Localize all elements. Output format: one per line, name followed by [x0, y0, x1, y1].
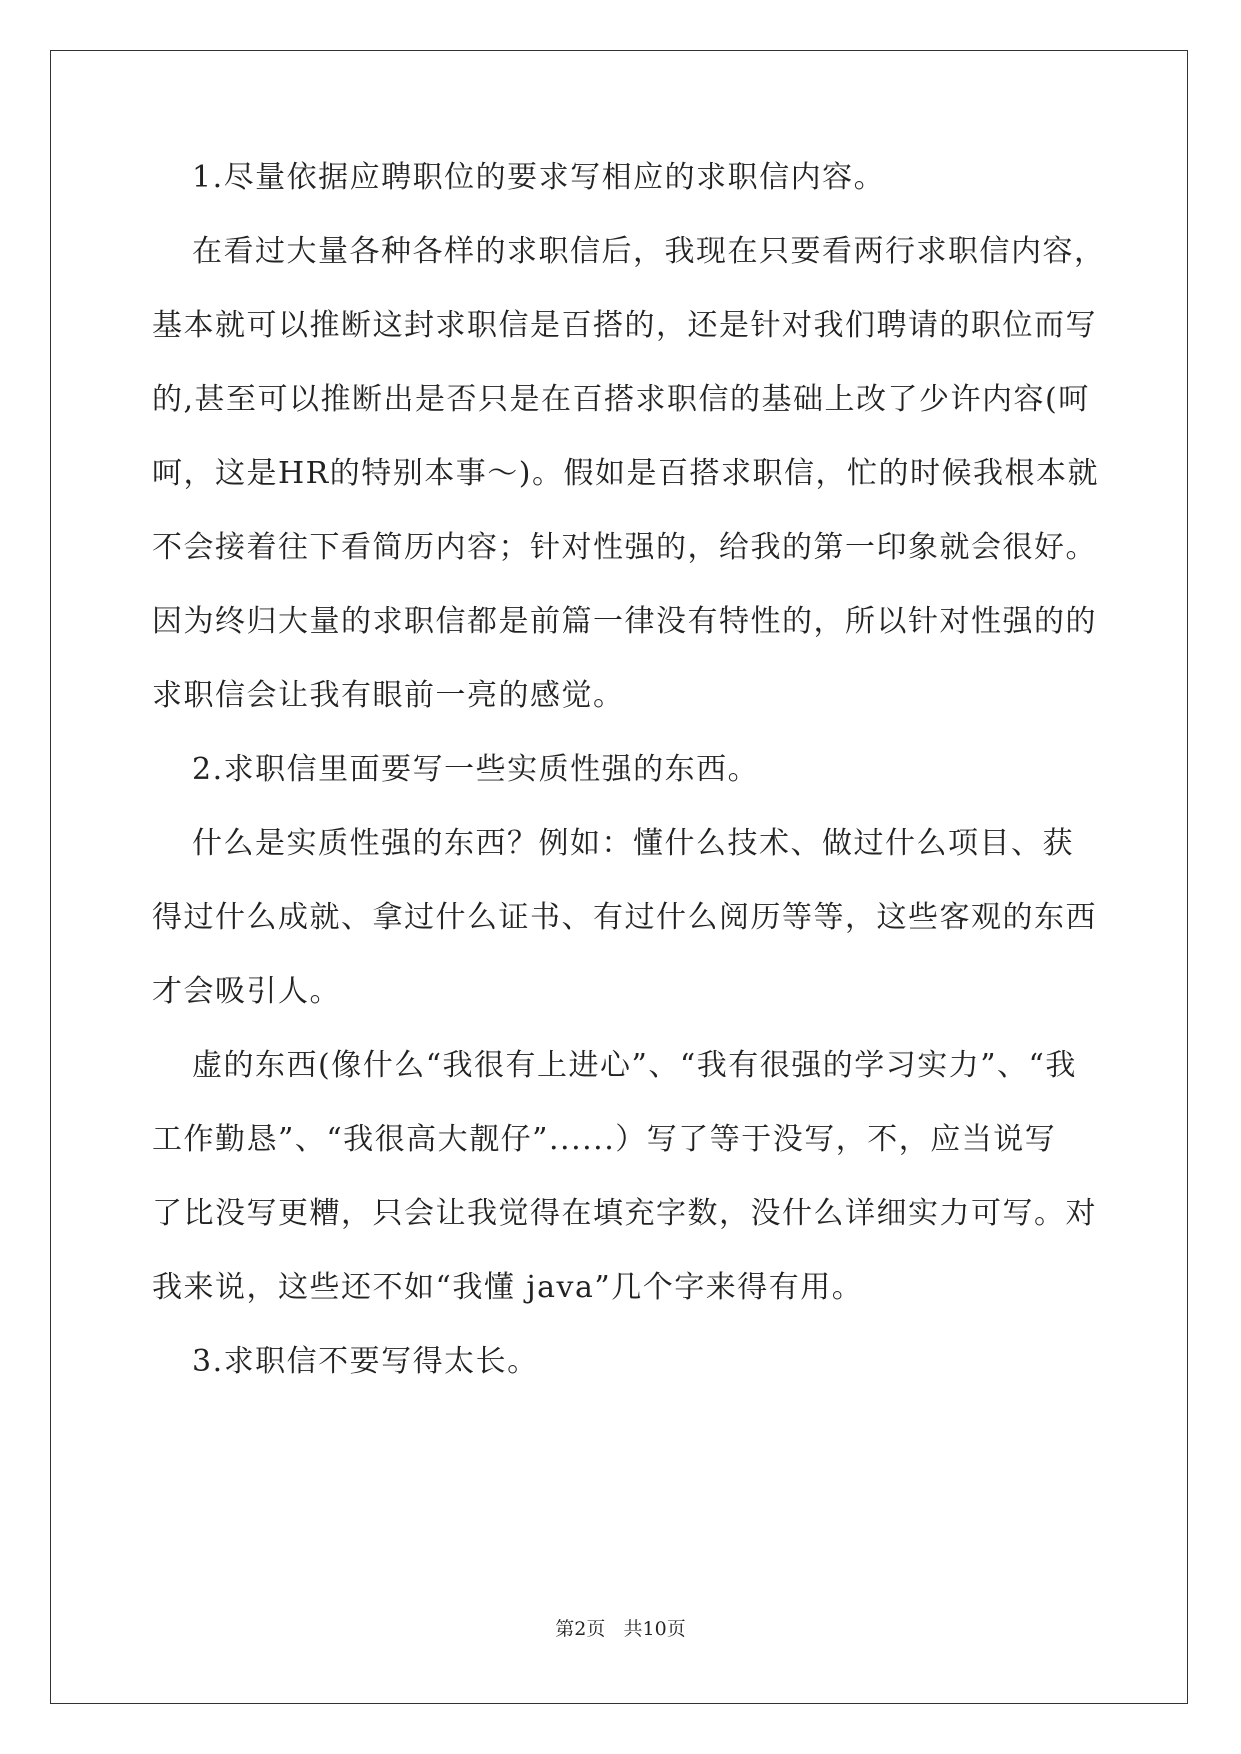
- paragraph-line: 什么是实质性强的东西？例如：懂什么技术、做过什么项目、获: [192, 826, 1074, 861]
- page-total: 共10页: [623, 1618, 686, 1640]
- page-frame: [50, 50, 1188, 1704]
- paragraph-line: 求职信会让我有眼前一亮的感觉。: [152, 678, 625, 713]
- paragraph-line: 呵，这是HR的特别本事～)。假如是百搭求职信，忙的时候我根本就: [152, 456, 1099, 491]
- page-number: 第2页: [555, 1618, 606, 1640]
- paragraph-line: 虚的东西(像什么“我很有上进心”、“我有很强的学习实力”、“我: [192, 1048, 1077, 1083]
- paragraph-line: 了比没写更糟，只会让我觉得在填充字数，没什么详细实力可写。对: [152, 1196, 1097, 1231]
- paragraph-heading-1: 1.尽量依据应聘职位的要求写相应的求职信内容。: [192, 160, 886, 195]
- paragraph-heading-2: 2.求职信里面要写一些实质性强的东西。: [192, 752, 760, 787]
- paragraph-line: 不会接着往下看简历内容；针对性强的，给我的第一印象就会很好。: [152, 530, 1097, 565]
- paragraph-line: 在看过大量各种各样的求职信后，我现在只要看两行求职信内容，: [192, 234, 1106, 269]
- paragraph-heading-3: 3.求职信不要写得太长。: [192, 1344, 539, 1379]
- paragraph-line: 才会吸引人。: [152, 974, 341, 1009]
- paragraph-line: 的,甚至可以推断出是否只是在百搭求职信的基础上改了少许内容(呵: [152, 382, 1090, 417]
- paragraph-line: 因为终归大量的求职信都是前篇一律没有特性的，所以针对性强的的: [152, 604, 1097, 639]
- page-footer: [0, 1617, 1241, 1641]
- paragraph-line: 得过什么成就、拿过什么证书、有过什么阅历等等，这些客观的东西: [152, 900, 1097, 935]
- paragraph-line: 工作勤恳”、“我很高大靓仔”......）写了等于没写，不，应当说写: [152, 1122, 1057, 1157]
- paragraph-line: 我来说，这些还不如“我懂 java”几个字来得有用。: [152, 1270, 864, 1305]
- paragraph-line: 基本就可以推断这封求职信是百搭的，还是针对我们聘请的职位而写: [152, 308, 1097, 343]
